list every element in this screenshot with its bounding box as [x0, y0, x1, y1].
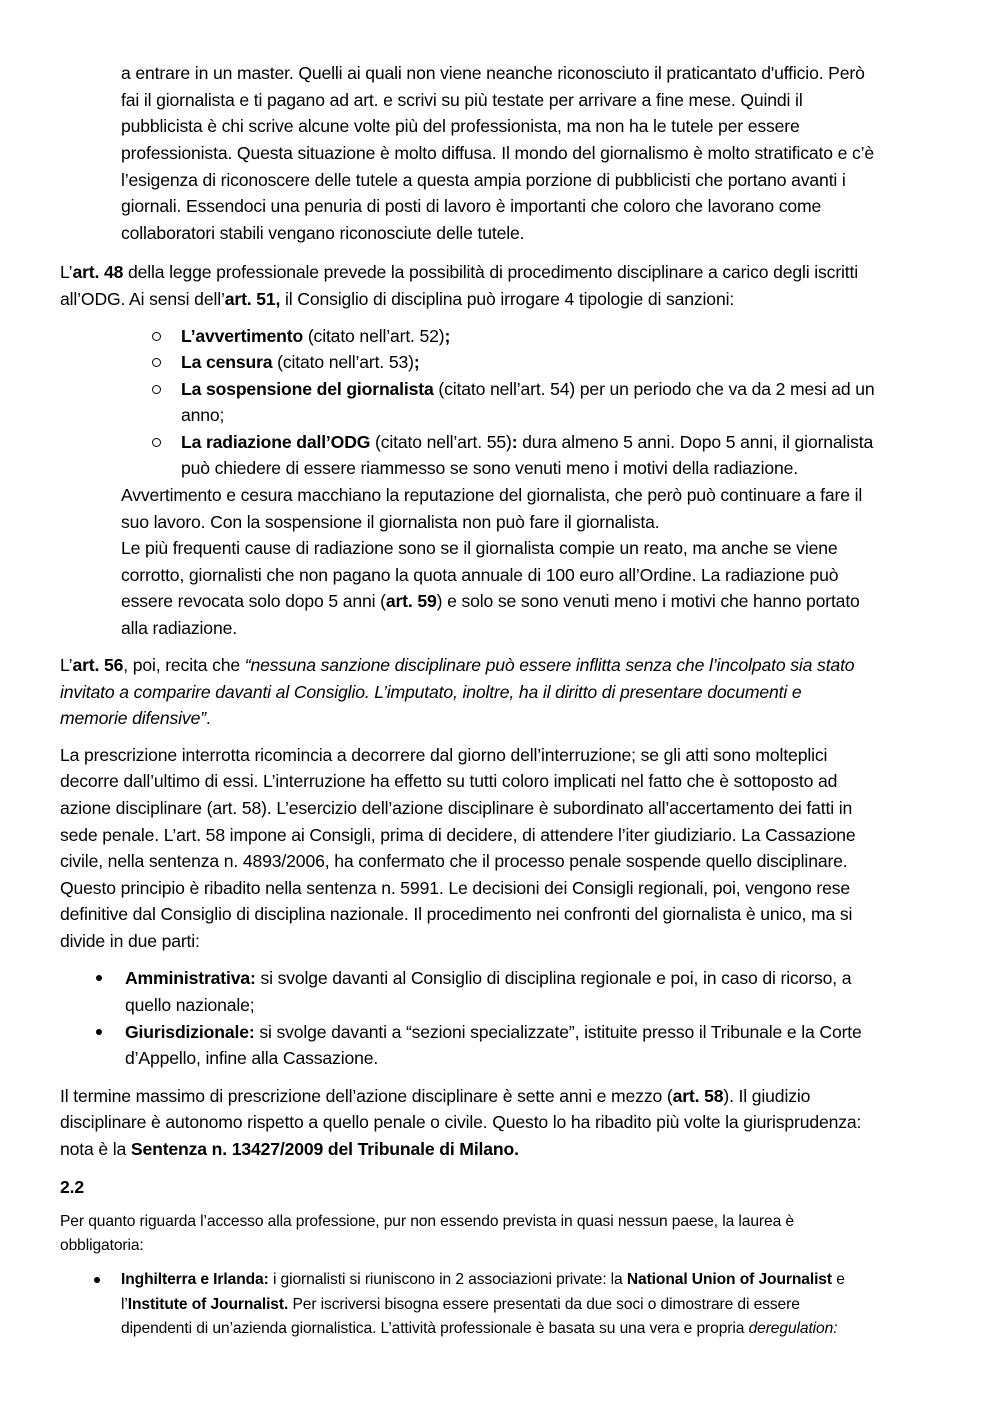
- list-item: Inghilterra e Irlanda: i giornalisti si riuniscono in 2 associazioni private: la National Union of Journalist e: [121, 1271, 845, 1288]
- list-item-continuation: può chiedere di essere riammesso se sono venuti meno i motivi della radiazione.: [181, 458, 798, 478]
- paragraph-line: civile, nella sentenza n. 4893/2006, ha confermato che il processo penale sospende quello disciplinare.: [60, 851, 848, 871]
- paragraph-line: Il termine massimo di prescrizione dell’azione disciplinare è sette anni e mezzo (art. 58). Il giudizio: [60, 1086, 811, 1106]
- paragraph-line: alla radiazione.: [121, 618, 237, 638]
- paragraph-line: decorre dall’ultimo di essi. L’interruzione ha effetto su tutti coloro implicati nel fatto che è sottoposto ad: [60, 771, 838, 791]
- paragraph-line: La prescrizione interrotta ricomincia a decorrere dal giorno dell’interruzione; se gli atti sono molteplici: [60, 745, 828, 765]
- list-item-continuation: l’Institute of Journalist. Per iscriversi bisogna essere presentati da due soci o dimostrare di essere: [121, 1296, 800, 1313]
- bullet-icon: [94, 1277, 100, 1283]
- list-item: Giurisdizionale: si svolge davanti a “sezioni specializzate”, istituite presso il Tribunale e la Corte: [125, 1022, 862, 1042]
- paragraph-line: Avvertimento e cesura macchiano la reputazione del giornalista, che però può continuare a fare il: [121, 485, 863, 505]
- paragraph-line: azione disciplinare (art. 58). L’esercizio dell’azione disciplinare è subordinato all’accertamento dei fatti in: [60, 798, 853, 818]
- list-item-continuation: dipendenti di un’azienda giornalistica. L’attività professionale è basata su una vera e propria deregulation:: [121, 1320, 838, 1337]
- paragraph-line: l’esigenza di riconoscere delle tutele a questa ampia porzione di pubblicisti che portano avanti i: [121, 170, 846, 190]
- circle-bullet-icon: [152, 358, 161, 367]
- paragraph-line: professionista. Questa situazione è molto diffusa. Il mondo del giornalismo è molto stratificato e c’è: [121, 143, 875, 163]
- section-heading: 2.2: [60, 1177, 85, 1197]
- paragraph-line: pubblicista è chi scrive alcune volte più del professionista, ma non ha le tutele per essere: [121, 116, 800, 136]
- paragraph-line: L’art. 56, poi, recita che “nessuna sanzione disciplinare può essere inflitta senza che l’incolpato sia stato: [60, 655, 855, 675]
- paragraph-line: essere revocata solo dopo 5 anni (art. 59) e solo se sono venuti meno i motivi che hanno portato: [121, 591, 860, 611]
- paragraph-line: sede penale. L’art. 58 impone ai Consigli, prima di decidere, di attendere l’iter giudiziario. La Cassazione: [60, 825, 856, 845]
- circle-bullet-icon: [152, 385, 161, 394]
- bullet-icon: [96, 1029, 102, 1035]
- paragraph-line: memorie difensive”.: [60, 708, 211, 728]
- paragraph-line: fai il giornalista e ti pagano ad art. e scrivi su più testate per arrivare a fine mese. Quindi il: [121, 90, 803, 110]
- paragraph-line: invitato a comparire davanti al Consiglio. L’imputato, inoltre, ha il diritto di presentare documenti e: [60, 682, 802, 702]
- paragraph-line: Questo principio è ribadito nella sentenza n. 5991. Le decisioni dei Consigli regionali, poi, vengono rese: [60, 878, 851, 898]
- paragraph-line: disciplinare è autonomo rispetto a quello penale o civile. Questo lo ha ribadito più volte la giurisprudenza:: [60, 1112, 862, 1132]
- list-item-continuation: anno;: [181, 405, 225, 425]
- paragraph-line: suo lavoro. Con la sospensione il giornalista non può fare il giornalista.: [121, 512, 660, 532]
- list-item: L’avvertimento (citato nell’art. 52);: [181, 326, 451, 346]
- list-item-continuation: d’Appello, infine alla Cassazione.: [125, 1048, 379, 1068]
- list-item-continuation: quello nazionale;: [125, 995, 255, 1015]
- bullet-icon: [96, 975, 102, 981]
- list-item: La sospensione del giornalista (citato nell’art. 54) per un periodo che va da 2 mesi ad un: [181, 379, 875, 399]
- paragraph-line: collaboratori stabili vengano riconosciute delle tutele.: [121, 223, 525, 243]
- paragraph-line: L’art. 48 della legge professionale prevede la possibilità di procedimento disciplinare a carico degli iscritti: [60, 262, 859, 282]
- list-item: Amministrativa: si svolge davanti al Consiglio di disciplina regionale e poi, in caso di ricorso, a: [125, 968, 852, 988]
- list-item: La censura (citato nell’art. 53);: [181, 352, 420, 372]
- paragraph-line: a entrare in un master. Quelli ai quali non viene neanche riconosciuto il praticantato d'ufficio. Però: [121, 63, 865, 83]
- paragraph-line: obbligatoria:: [60, 1237, 144, 1254]
- paragraph-line: giornali. Essendoci una penuria di posti di lavoro è importanti che coloro che lavorano come: [121, 196, 822, 216]
- paragraph-line: Le più frequenti cause di radiazione sono se il giornalista compie un reato, ma anche se viene: [121, 538, 838, 558]
- circle-bullet-icon: [152, 332, 161, 341]
- paragraph-line: divide in due parti:: [60, 931, 200, 951]
- paragraph-line: definitive dal Consiglio di disciplina nazionale. Il procedimento nei confronti del giornalista è unico, ma si: [60, 904, 853, 924]
- circle-bullet-icon: [152, 438, 161, 447]
- paragraph-line: corrotto, giornalisti che non pagano la quota annuale di 100 euro all’Ordine. La radiazione può: [121, 565, 839, 585]
- paragraph-line: all’ODG. Ai sensi dell’art. 51, il Consiglio di disciplina può irrogare 4 tipologie di sanzioni:: [60, 289, 735, 309]
- paragraph-line: nota è la Sentenza n. 13427/2009 del Tribunale di Milano.: [60, 1139, 519, 1159]
- paragraph-line: Per quanto riguarda l’accesso alla professione, pur non essendo prevista in quasi nessun paese, la laurea è: [60, 1213, 794, 1230]
- list-item: La radiazione dall’ODG (citato nell’art. 55): dura almeno 5 anni. Dopo 5 anni, il giornalista: [181, 432, 874, 452]
